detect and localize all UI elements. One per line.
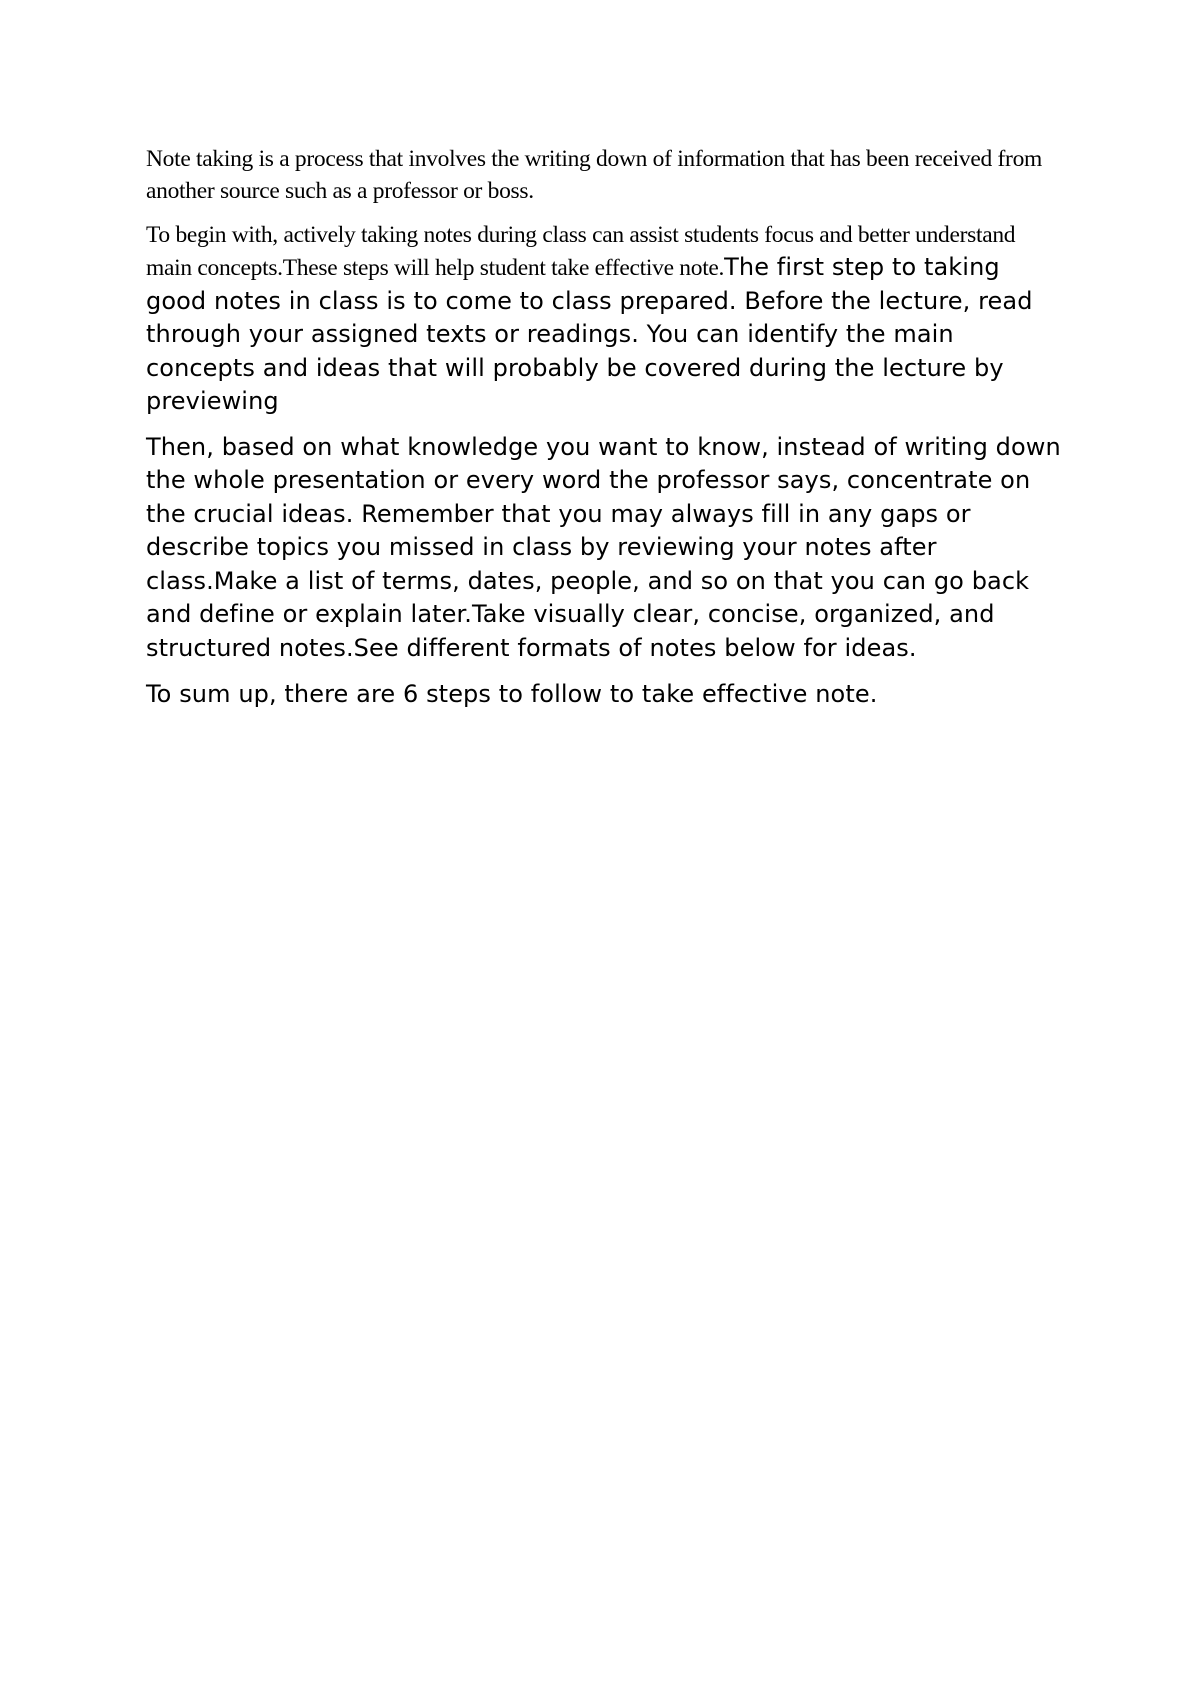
paragraph-preparation-serif-text: To begin with, actively taking notes during class can assist students focus and better understand main concepts.These steps will help student take effective note.: [146, 222, 1016, 281]
document-body: [146, 143, 1066, 712]
paragraph-key-ideas: Then, based on what knowledge you want to know, instead of writing down the whole presentation or every word the professor says, concentrate on the crucial ideas. Remember that you may always fill in any gaps or describe topics you missed in class by reviewing your notes after class.Make a list of terms, dates, people, and so on that you can go back and define or explain later.Take visually clear, concise, organized, and structured notes.See different formats of notes below for ideas.: [146, 432, 1061, 662]
paragraph-preparation-sans-text: The first step to taking good notes in class is to come to class prepared. Before the lecture, read through your assigned texts or readings. You can identify the main concepts and ideas that will probably be covered during the lecture by previewing: [146, 253, 1033, 415]
paragraph-preparation: [146, 219, 1066, 419]
paragraph-summary: To sum up, there are 6 steps to follow to take effective note.: [146, 680, 878, 708]
paragraph-intro: Note taking is a process that involves the writing down of information that has been received from another source such as a professor or boss.: [146, 146, 1042, 204]
